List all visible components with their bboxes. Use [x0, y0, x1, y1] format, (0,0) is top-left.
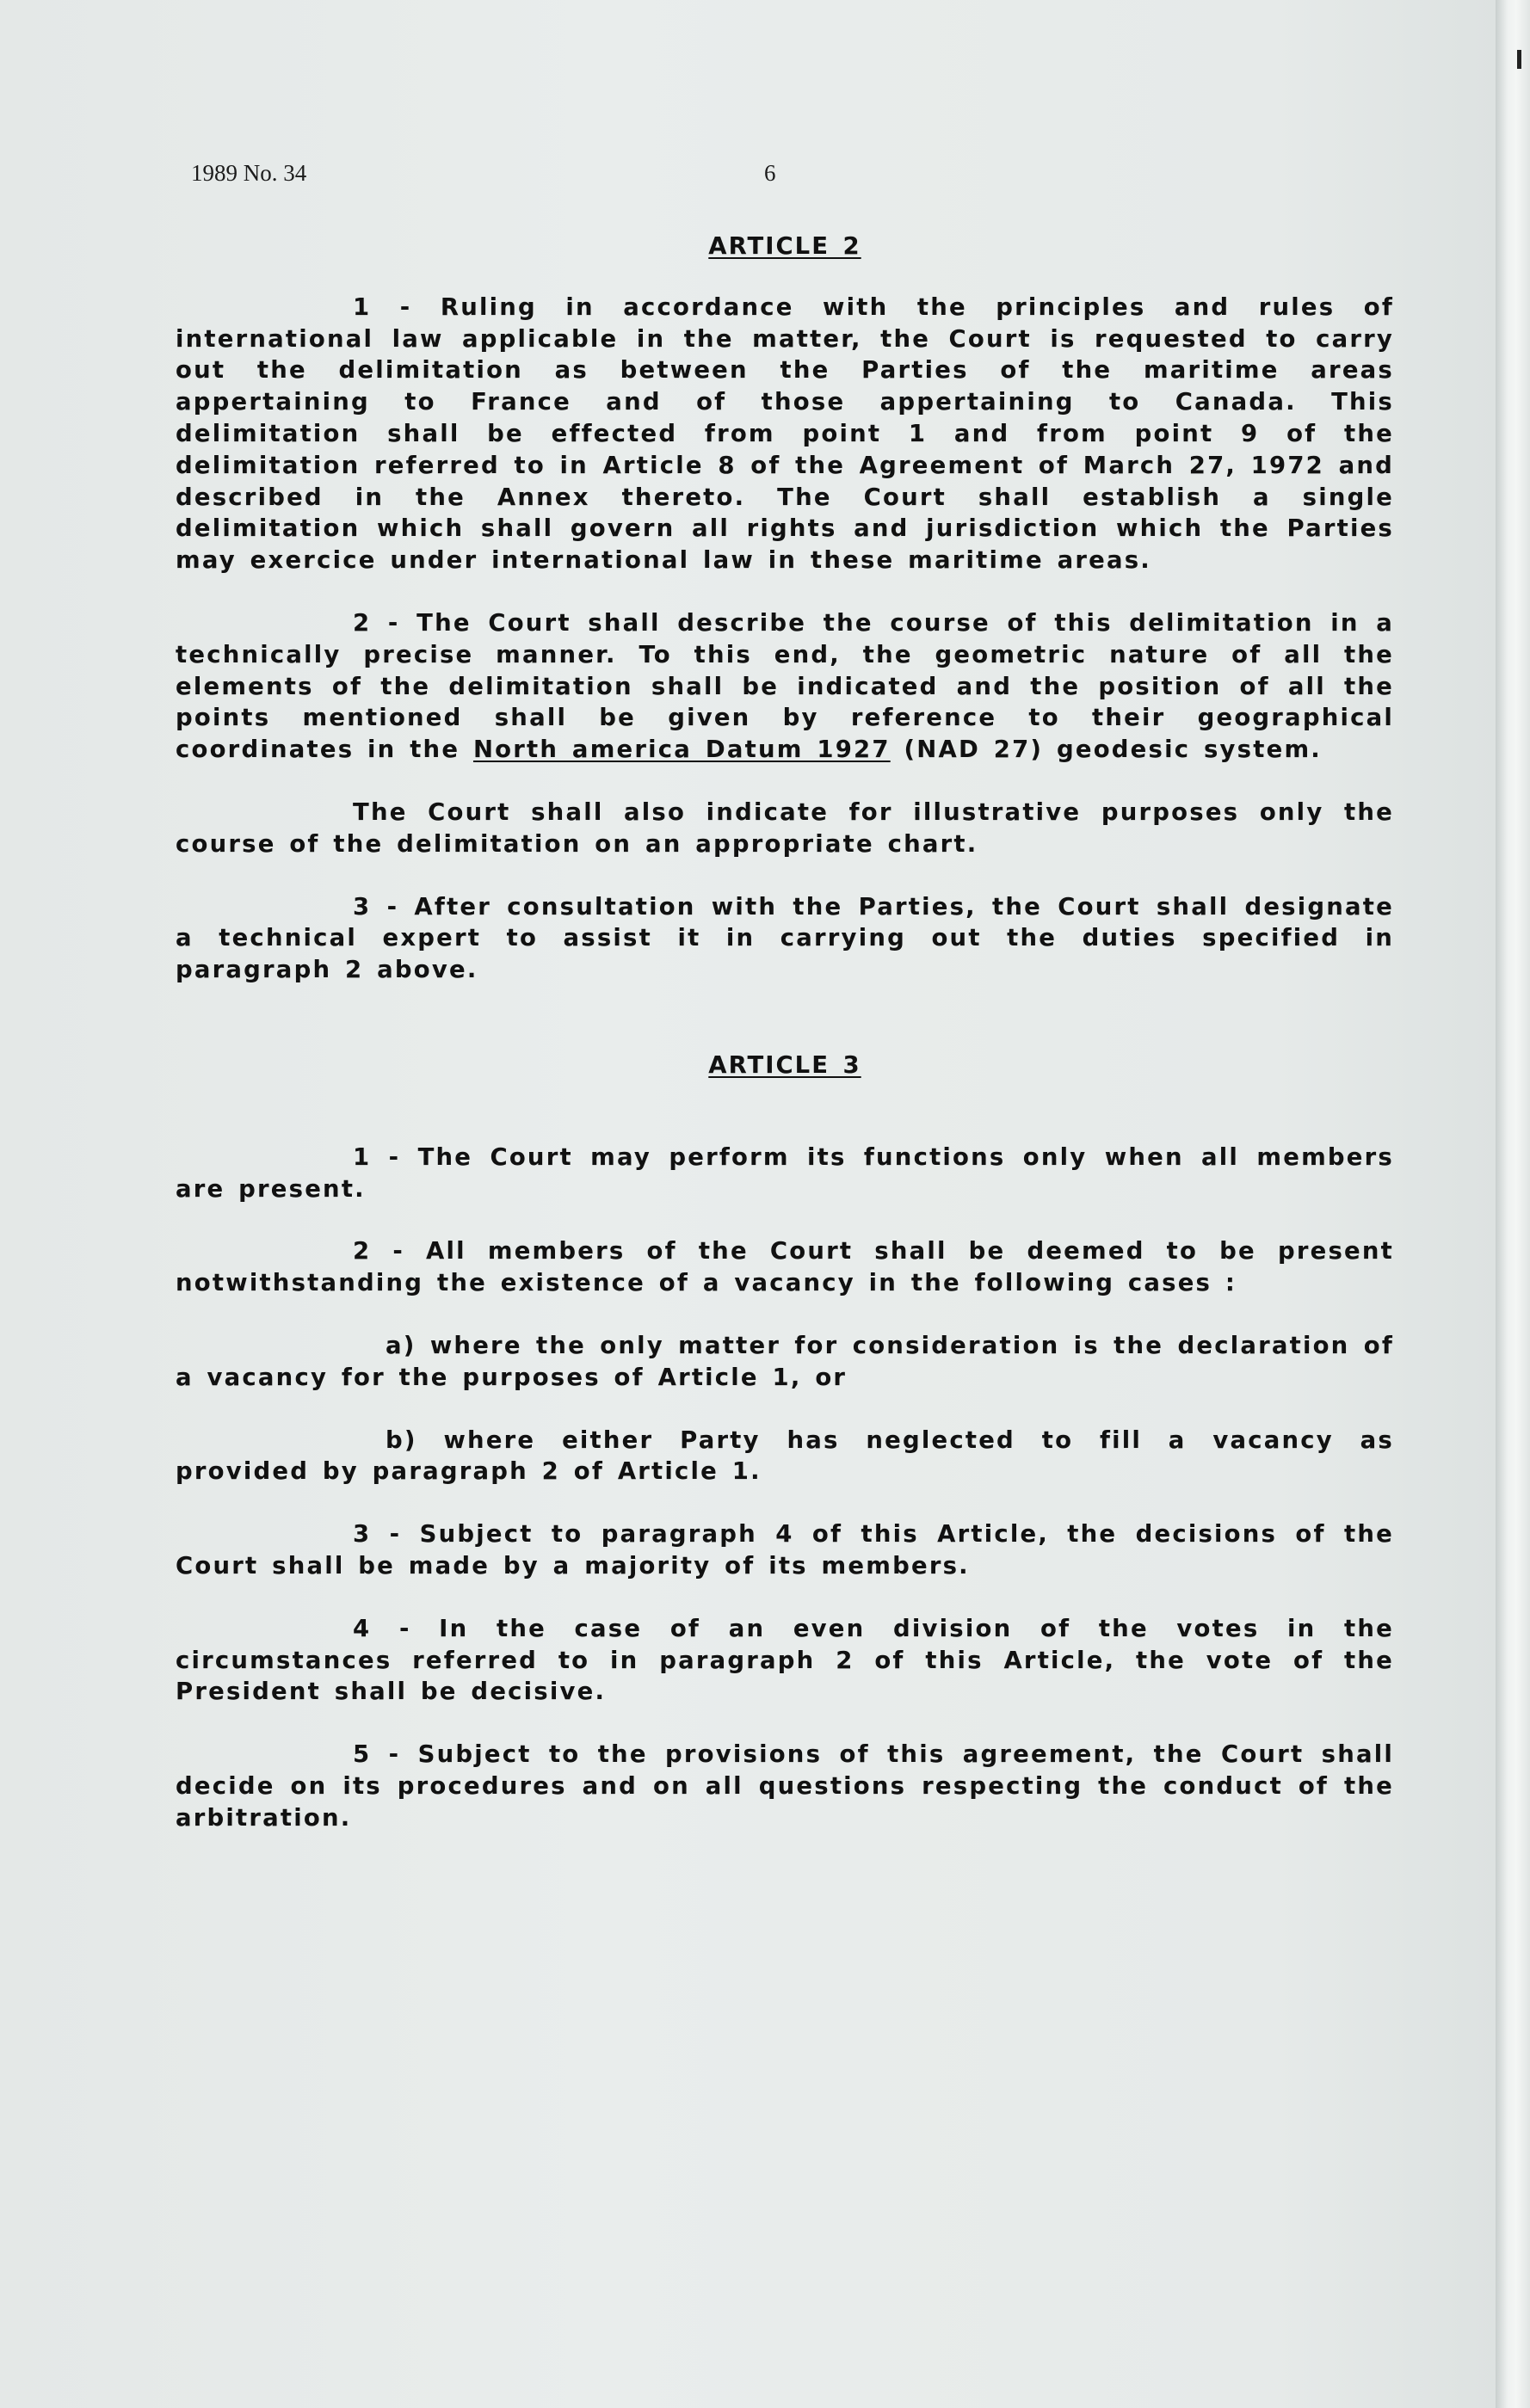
- datum-name: North america Datum 1927: [472, 736, 891, 764]
- document-body: [176, 231, 1394, 1864]
- article-3-section: [176, 1050, 1394, 1834]
- article-3-paragraph-3: 3 - Subject to paragraph 4 of this Article, the decisions of the Court shall be made by a majority of its members.: [176, 1520, 1394, 1580]
- edge-mark: [1517, 50, 1521, 69]
- page-edge: [1496, 0, 1530, 2408]
- article-2-section: [176, 231, 1394, 986]
- page-number: 6: [764, 160, 776, 186]
- article-3-item-a: a) where the only matter for consideration is the declaration of a vacancy for the purposes of Article 1, or: [176, 1331, 1394, 1391]
- document-number: 1989 No. 34: [191, 160, 307, 186]
- article-3-item-b: b) where either Party has neglected to fill a vacancy as provided by paragraph 2 of Article 1.: [176, 1426, 1394, 1486]
- article-3-paragraph-5: 5 - Subject to the provisions of this agreement, the Court shall decide on its procedures and on all questions respecting the conduct of the arbitration.: [176, 1740, 1394, 1832]
- article-2-paragraph-1: 1 - Ruling in accordance with the principles and rules of international law applicable in the matter, the Court is requested to carry out the delimitation as between the Parties of the maritime areas appertaining to France and of those appertaining to Canada. This delimitation shall be effected from point 1 and from point 9 of the delimitation referred to in Article 8 of the Agreement of March 27, 1972 and described in the Annex thereto. The Court shall establish a single delimitation which shall govern all rights and jurisdiction which the Parties may exercice under international law in these maritime areas.: [176, 293, 1394, 575]
- article-3-heading: ARTICLE 3: [708, 1050, 861, 1079]
- article-2-paragraph-3: 3 - After consultation with the Parties, the Court shall designate a technical expert to assist it in carrying out the duties specified in paragraph 2 above.: [176, 892, 1394, 984]
- paragraph-text: 2 - The Court shall describe the course of this delimitation in a technically precise manner. To this end, the geometric nature of all the elements of the delimitation shall be indicated and the position of all the points mentioned shall be given by reference to their geographical coordinates in the: [176, 608, 1394, 764]
- article-2-heading: ARTICLE 2: [708, 232, 861, 260]
- article-2-paragraph-chart: The Court shall also indicate for illustrative purposes only the course of the delimitation on an appropriate chart.: [176, 798, 1394, 858]
- article-2-paragraph-2: [176, 607, 1394, 766]
- paragraph-text: (NAD 27) geodesic system.: [890, 736, 1322, 764]
- article-3-paragraph-4: 4 - In the case of an even division of the votes in the circumstances referred to in paragraph 2 of this Article, the vote of the President shall be decisive.: [176, 1614, 1394, 1706]
- article-3-paragraph-1: 1 - The Court may perform its functions only when all members are present.: [176, 1142, 1394, 1203]
- article-3-paragraph-2: 2 - All members of the Court shall be deemed to be present notwithstanding the existence of a vacancy in the following cases :: [176, 1237, 1394, 1297]
